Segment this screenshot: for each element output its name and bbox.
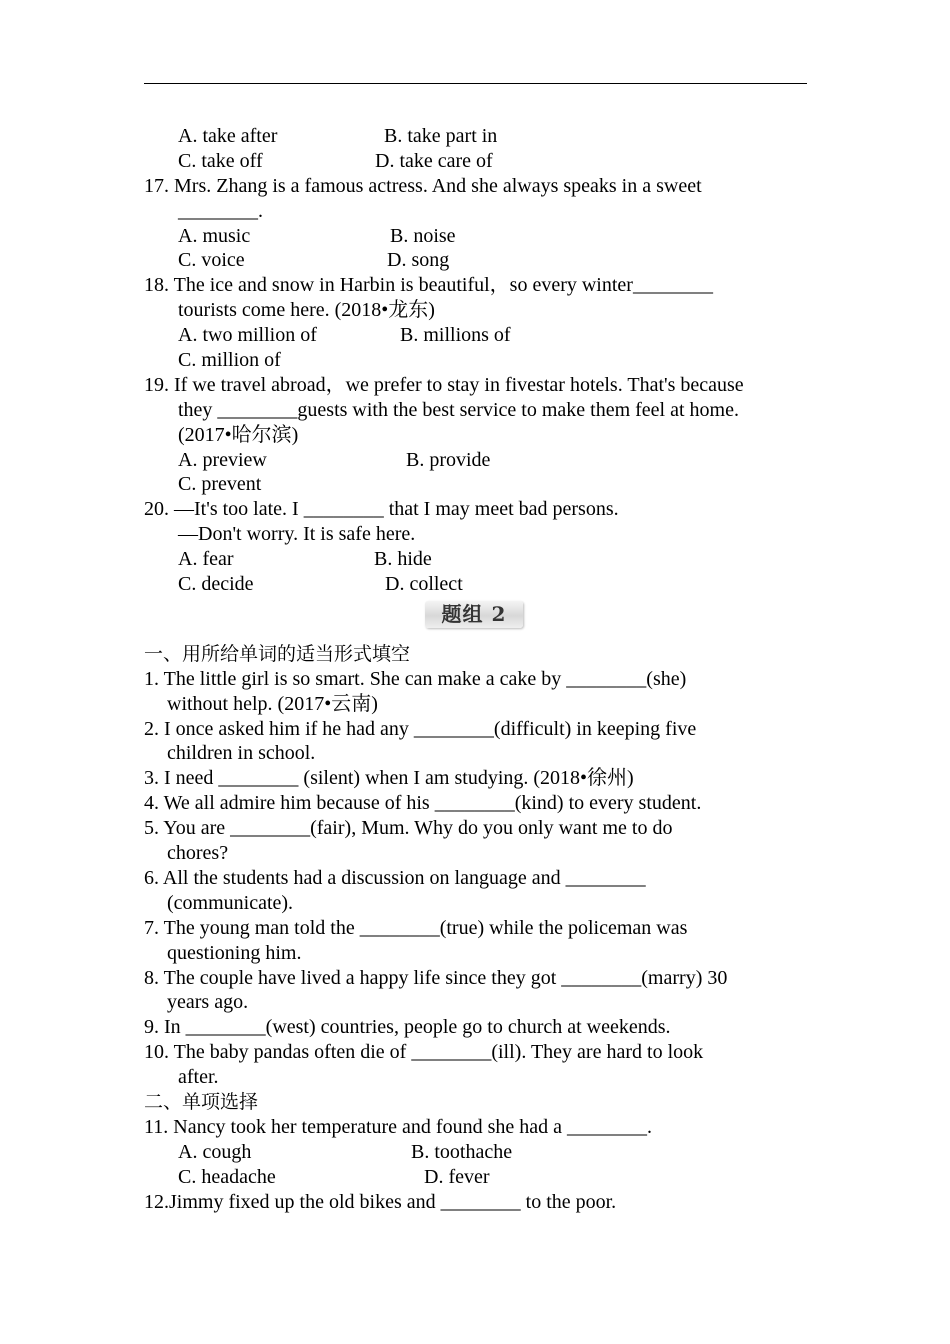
q11-option-a: A. cough: [178, 1140, 252, 1163]
fill-item-8-cont: years ago.: [167, 991, 249, 1014]
q17-option-a: A. music: [178, 224, 251, 247]
q20-reply: —Don't worry. It is safe here.: [178, 523, 416, 546]
fill-item-6: 6. All the students had a discussion on language and ________: [144, 866, 646, 889]
q17-option-d: D. song: [387, 249, 450, 272]
q20-options-row-2: [144, 572, 824, 597]
fill-item-5: 5. You are ________(fair), Mum. Why do you only want me to do: [144, 817, 673, 840]
q20-option-b: B. hide: [374, 548, 432, 571]
q17-option-c: C. voice: [178, 249, 245, 272]
fill-item-8: 8. The couple have lived a happy life since they got ________(marry) 30: [144, 966, 728, 989]
q17-stem: 17. Mrs. Zhang is a famous actress. And she always speaks in a sweet: [144, 174, 702, 197]
q19-options-row-1: [144, 448, 824, 473]
q18-option-c: C. million of: [178, 349, 281, 372]
q11-stem: 11. Nancy took her temperature and found she had a ________.: [144, 1115, 652, 1138]
fill-item-1-cont: without help. (2017•云南): [167, 692, 378, 715]
fill-item-10-cont: after.: [178, 1066, 219, 1089]
q19-option-b: B. provide: [406, 448, 491, 471]
fill-item-6-cont: (communicate).: [167, 891, 294, 914]
fill-item-1: 1. The little girl is so smart. She can make a cake by ________(she): [144, 667, 687, 690]
q20-option-a: A. fear: [178, 548, 234, 571]
group-banner: 题组 2: [425, 601, 523, 628]
fill-item-5-cont: chores?: [167, 842, 229, 865]
section2-title: 二、单项选择: [144, 1090, 259, 1113]
q11-option-b: B. toothache: [411, 1140, 513, 1163]
q12-stem: 12.Jimmy fixed up the old bikes and ________ to the poor.: [144, 1190, 617, 1213]
fill-item-2-cont: children in school.: [167, 742, 316, 765]
fill-item-2: 2. I once asked him if he had any ________(difficult) in keeping five: [144, 717, 697, 740]
fill-item-7: 7. The young man told the ________(true) while the policeman was: [144, 916, 688, 939]
q16-options-row-1: [144, 124, 824, 149]
section1-title: 一、用所给单词的适当形式填空: [144, 642, 411, 665]
q19-options-row-2: [144, 472, 824, 497]
q20-option-d: D. collect: [385, 573, 463, 596]
q17-option-b: B. noise: [390, 224, 456, 247]
fill-item-3: 3. I need ________ (silent) when I am studying. (2018•徐州): [144, 767, 634, 790]
q20-option-c: C. decide: [178, 573, 254, 596]
fill-item-7-cont: questioning him.: [167, 941, 302, 964]
fill-item-10: 10. The baby pandas often die of ________(ill). They are hard to look: [144, 1041, 704, 1064]
q11-option-d: D. fever: [424, 1165, 490, 1188]
group-banner-row: [144, 597, 824, 642]
q18-stem: 18. The ice and snow in Harbin is beautiful，so every winter________: [144, 274, 713, 297]
q19-source: (2017•哈尔滨): [178, 423, 299, 446]
q11-options-row-1: [144, 1140, 824, 1165]
q11-options-row-2: [144, 1165, 824, 1190]
q16-option-d: D. take care of: [375, 149, 493, 172]
q18-option-b: B. millions of: [400, 324, 511, 347]
q20-stem: 20. —It's too late. I ________ that I may meet bad persons.: [144, 498, 619, 521]
q18-option-a: A. two million of: [178, 324, 317, 347]
q17-options-row-2: [144, 248, 824, 273]
q18-stem-cont: tourists come here. (2018•龙东): [178, 299, 435, 322]
q19-stem: 19. If we travel abroad，we prefer to stay in fivestar hotels. That's because: [144, 373, 744, 396]
q16-options-row-2: [144, 149, 824, 174]
q18-options-row-2: [144, 348, 824, 373]
q19-stem-cont: they ________guests with the best service to make them feel at home.: [178, 398, 739, 421]
q16-option-b: B. take part in: [384, 125, 498, 147]
fill-item-4: 4. We all admire him because of his ________(kind) to every student.: [144, 792, 702, 815]
q17-stem-cont: ________.: [178, 199, 263, 222]
q17-options-row-1: [144, 224, 824, 249]
q20-options-row-1: [144, 547, 824, 572]
header-rule: [144, 83, 807, 84]
q19-option-c: C. prevent: [178, 473, 262, 496]
q16-option-c: C. take off: [178, 149, 263, 172]
q19-option-a: A. preview: [178, 448, 267, 471]
q18-options-row-1: [144, 323, 824, 348]
q11-option-c: C. headache: [178, 1165, 276, 1188]
worksheet-content: [144, 124, 824, 1214]
fill-item-9: 9. In ________(west) countries, people go to church at weekends.: [144, 1016, 671, 1039]
q16-option-a: A. take after: [178, 125, 278, 147]
